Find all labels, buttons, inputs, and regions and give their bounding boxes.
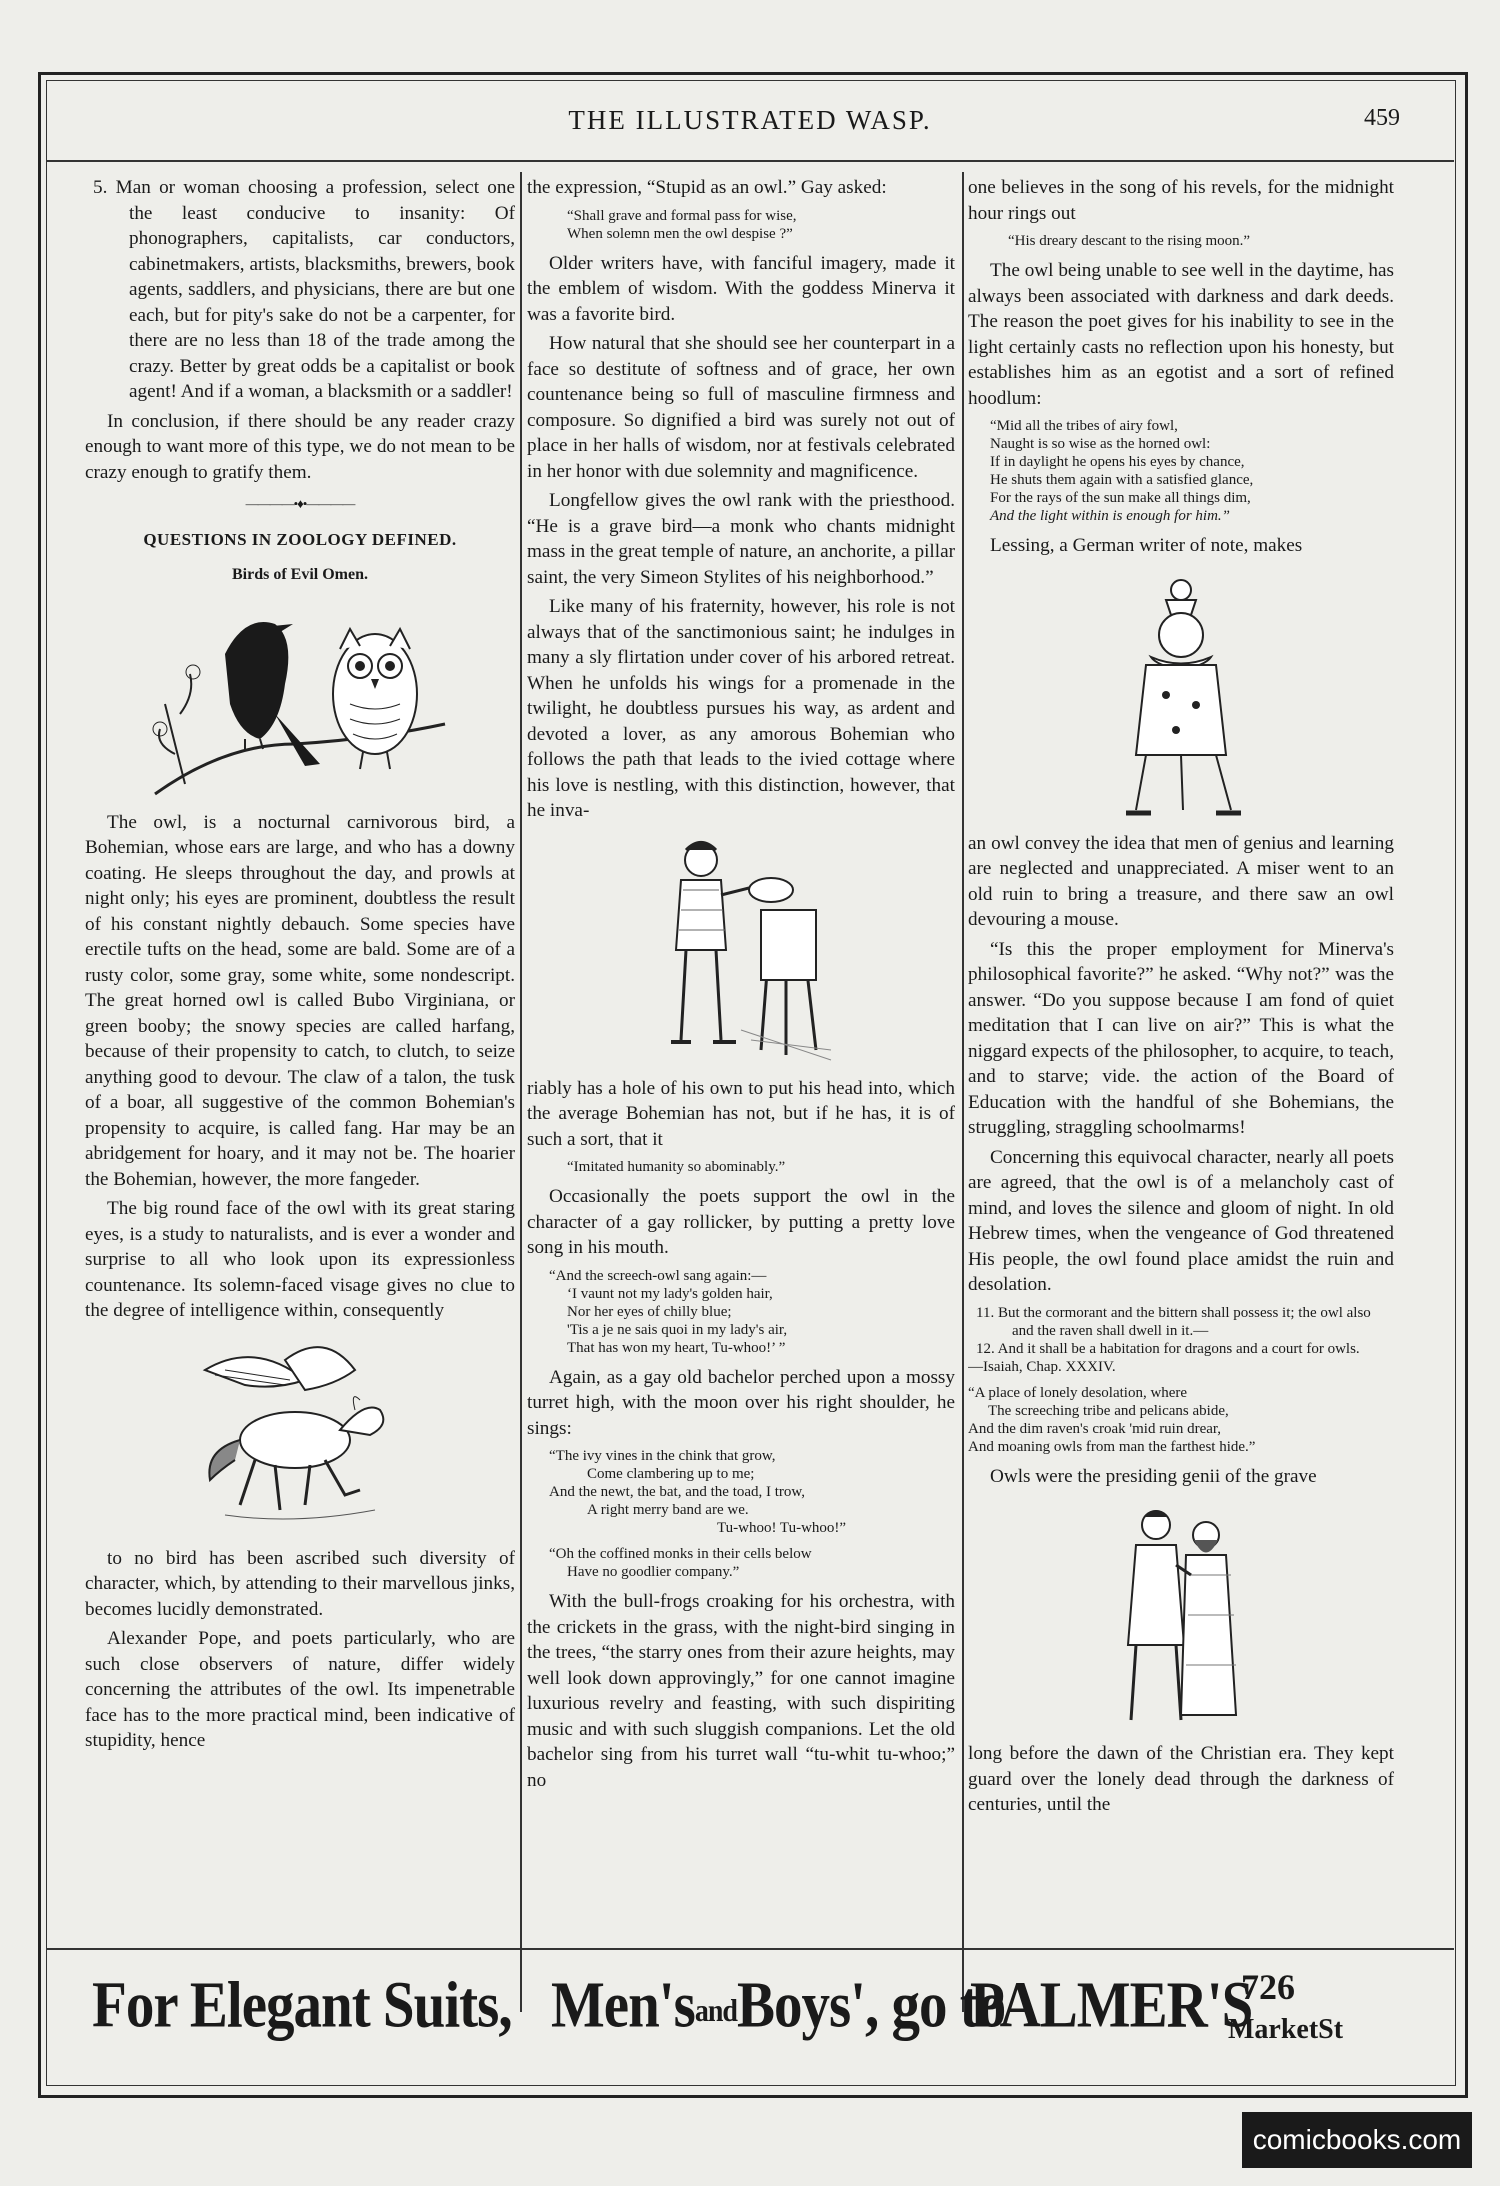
quote-line: “His dreary descant to the rising moon.” bbox=[1008, 233, 1251, 249]
quote-line: The screeching tribe and pelicans abide, bbox=[988, 1402, 1229, 1419]
quote-line: And the light within is enough for him.” bbox=[990, 508, 1231, 524]
paragraph: Owls were the presiding genii of the grave bbox=[990, 1465, 1317, 1487]
quote-line: Come clambering up to me; bbox=[587, 1466, 755, 1482]
quote-line: When solemn men the owl despise ?” bbox=[567, 225, 793, 242]
quote-line: “And the screech-owl sang again:— bbox=[549, 1267, 767, 1284]
scripture-verses bbox=[968, 1304, 1394, 1376]
paragraph: Older writers have, with fanciful imagery, made it the emblem of wisdom. With the goddess Minerva it was a favorite bird. bbox=[527, 252, 955, 325]
paragraph: In conclusion, if there should be any reader crazy enough to want more of this type, we do not mean to be crazy enough to gratify them. bbox=[85, 410, 515, 483]
crow-and-owl-illustration bbox=[145, 594, 455, 804]
quote-line: “The ivy vines in the chink that grow, bbox=[549, 1448, 776, 1464]
quote-line: ‘I vaunt not my lady's golden hair, bbox=[567, 1285, 773, 1302]
quote-lonely-desolation bbox=[968, 1384, 1394, 1456]
quote-ivy-vines bbox=[527, 1447, 955, 1537]
paragraph: The owl being unable to see well in the daytime, has always been associated with darkness and dark deeds. The reason the poet gives for his inability to see in the light certainly casts no reflection upon his honesty, but establishes him as an egotist and a sort of refined hoodlum: bbox=[968, 260, 1394, 409]
ad-text-suits: For Elegant Suits, bbox=[92, 1969, 512, 2042]
paragraph: The big round face of the owl with its great staring eyes, is a study to naturalists, and is ever a wonder and surprise to all who look upon its expressionless countenance. Its solemn-faced visage gives no clue to the degree of intelligence within, consequently bbox=[85, 1198, 515, 1321]
quote-coffined-monks bbox=[527, 1545, 955, 1581]
quote-line: “Oh the coffined monks in their cells below bbox=[549, 1546, 812, 1562]
column-rule-2 bbox=[962, 172, 964, 2012]
quote-line: “Mid all the tribes of airy fowl, bbox=[990, 418, 1178, 434]
paragraph: The owl, is a nocturnal carnivorous bird, a Bohemian, whose ears are large, and who has a downy coating. He sleeps throughout the day, and prowls at night only; his eyes are prominent, doubtless the result of his constant nightly debauch. Some species have erectile tufts on the head, some are bald. Some are of a rusty color, some gray, some white, some nondescript. The great horned owl is called Bubo Virginiana, or green booby; the snowy species are called harfang, because of their propensity to catch, to clutch, to seize anything good to devour. The claw of a talon, the tusk of a boar, all suggestive of the common Bohemian's propensity to acquire, is called fang. Har may be an abridgement for hoary, and it may not be. The hoarier the Bohemian, however, the more fangeder. bbox=[85, 811, 515, 1190]
quote-horned-owl bbox=[968, 417, 1394, 525]
quote-line: And moaning owls from man the farthest hide.” bbox=[968, 1438, 1256, 1455]
quote-line: Nor her eyes of chilly blue; bbox=[567, 1303, 732, 1320]
page-title: THE ILLUSTRATED WASP. bbox=[568, 105, 932, 135]
paragraph: one believes in the song of his revels, for the midnight hour rings out bbox=[968, 177, 1394, 224]
paragraph: Lessing, a German writer of note, makes bbox=[990, 535, 1303, 556]
list-item-5: 5. Man or woman choosing a profession, select one the least conducive to insanity: Of phonographers, capitalists, car conductors, cabinetmakers, artists, blacksmiths, brewers, book agents, saddlers, and physicians, there are but one each, but for pity's sake do not be a carpenter, for there are no less than 18 of the trade among the crazy. Better by great odds be a capitalist or book agent! And if a woman, a blacksmith or a saddler! bbox=[93, 177, 515, 402]
subheading: Birds of Evil Omen. bbox=[231, 566, 368, 583]
paragraph: “Is this the proper employment for Minerva's philosophical favorite?” he asked. “Why not?” was the answer. “Do you suppose because I am fond of quiet meditation that I can live on air?” This is what the niggard expects of the philosopher, to acquire, to teach, and to starve; vide. the action of the Board of Education with the handful of she Bohemians, the struggling, straggling schoolmarms! bbox=[968, 938, 1394, 1138]
quote-line: If in daylight he opens his eyes by chance, bbox=[990, 454, 1245, 470]
quote-screech-owl bbox=[527, 1267, 955, 1357]
quote-line: A right merry band are we. bbox=[587, 1502, 749, 1518]
ad-text-mens-boys bbox=[551, 1968, 1005, 2043]
advertisement-banner bbox=[46, 1968, 1454, 2078]
paragraph: Longfellow gives the owl rank with the priesthood. “He is a grave bird—a monk who chants midnight mass in the great temple of nature, an anchorite, a pillar saint, the very Simeon Stylites of his neighborhood.” bbox=[527, 490, 955, 588]
paragraph: long before the dawn of the Christian era. They kept guard over the lonely dead through the darkness of centuries, until the bbox=[968, 1743, 1394, 1815]
watermark: comicbooks.com bbox=[1242, 2112, 1472, 2168]
quote-gay bbox=[527, 207, 955, 243]
section-heading: QUESTIONS IN ZOOLOGY DEFINED. bbox=[143, 529, 457, 549]
couple-illustration bbox=[1106, 1495, 1256, 1735]
quote-line: And the dim raven's croak 'mid ruin drear, bbox=[968, 1420, 1222, 1437]
paragraph: an owl convey the idea that men of genius and learning are neglected and unappreciated. A miser went to an old ruin to bring a treasure, and there saw an owl devouring a mouse. bbox=[968, 832, 1394, 930]
ad-and: and bbox=[694, 1993, 737, 2029]
ad-text-palmers: PALMER'S bbox=[970, 1969, 1253, 2042]
painter-at-easel-illustration bbox=[641, 830, 841, 1070]
clown-illustration bbox=[1091, 565, 1271, 825]
quote-line: “Shall grave and formal pass for wise, bbox=[567, 207, 797, 224]
column-1 bbox=[85, 175, 515, 1930]
paragraph: With the bull-frogs croaking for his orchestra, with the crickets in the grass, with the night-bird singing in the trees, “the starry ones from their azure heights, may well look down approvingly,” for one cannot imagine luxurious revelry and feasting, with such dispiriting music and with such sluggish companions. Let the old bachelor sing from his turret wall “tu-whit tu-whoo;” no bbox=[527, 1591, 955, 1791]
ad-boys: Boys', go to bbox=[736, 1969, 1006, 2042]
quote-line: For the rays of the sun make all things dim, bbox=[990, 490, 1251, 506]
quote-line: “Imitated humanity so abominably.” bbox=[567, 1159, 786, 1175]
verse: 12. And it shall be a habitation for dragons and a court for owls. bbox=[976, 1340, 1360, 1357]
quote-line: And the newt, the bat, and the toad, I trow, bbox=[549, 1484, 806, 1500]
column-3 bbox=[968, 175, 1394, 1930]
ad-mens: Men's bbox=[551, 1969, 695, 2042]
paragraph: Again, as a gay old bachelor perched upon a mossy turret high, with the moon over his right shoulder, he sings: bbox=[527, 1366, 955, 1439]
paragraph: riably has a hole of his own to put his head into, which the average Bohemian has not, but if he has, it is of such a sort, that it bbox=[527, 1077, 955, 1150]
ad-street-number: 726 bbox=[1241, 1967, 1295, 2007]
paragraph: Alexander Pope, and poets particularly, who are such close observers of nature, differ widely concerning the attributes of the owl. Its impenetrable face has to the more practical mind, been indicative of stupidity, hence bbox=[85, 1628, 515, 1751]
winged-horse-illustration bbox=[185, 1330, 415, 1540]
column-rule-1 bbox=[520, 172, 522, 2012]
header-rule bbox=[46, 160, 1454, 162]
page-header bbox=[60, 105, 1440, 145]
paragraph: Like many of his fraternity, however, his role is not always that of the sanctimonious saint; he indulges in many a sly flirtation under cover of his arbored retreat. When he unfolds his wings for a promenade in the twilight, he doubtless pursues his way, as ardent and devoted a lover, as any amorous Bohemian who follows the path that leads to the ivied cottage where his love is nestling, with this distinction, however, that he inva- bbox=[527, 596, 955, 821]
quote-line: Tu-whoo! Tu-whoo!” bbox=[717, 1520, 847, 1536]
quote-dreary-descant bbox=[968, 232, 1394, 250]
column-2 bbox=[527, 175, 955, 1930]
verse: 11. But the cormorant and the bittern shall possess it; the owl also and the raven shall dwell in it.— bbox=[976, 1304, 1371, 1339]
page-number: 459 bbox=[1364, 105, 1400, 131]
paragraph: How natural that she should see her counterpart in a face so destitute of softness and of grace, her own countenance being so full of masculine firmness and composure. So dignified a bird was surely not out of place in her halls of wisdom, nor at festivals celebrated in her honor with due solemnity and magnificence. bbox=[527, 333, 955, 482]
paragraph: Concerning this equivocal character, nearly all poets are agreed, that the owl is of a melancholy cast of mind, and loves the silence and gloom of night. In old Hebrew times, when the vengeance of God threatened His people, the owl found place amidst the ruin and desolation. bbox=[968, 1146, 1394, 1295]
quote-line: He shuts them again with a satisfied glance, bbox=[990, 472, 1254, 488]
ad-rule bbox=[46, 1948, 1454, 1950]
quote-line: Naught is so wise as the horned owl: bbox=[990, 436, 1211, 452]
paragraph: Occasionally the poets support the owl in the character of a gay rollicker, by putting a pretty love song in his mouth. bbox=[527, 1186, 955, 1258]
quote-line: Have no goodlier company.” bbox=[567, 1564, 740, 1580]
paragraph: the expression, “Stupid as an owl.” Gay asked: bbox=[527, 177, 887, 198]
quote-line: 'Tis a je ne sais quoi in my lady's air, bbox=[567, 1321, 788, 1338]
verse-source: —Isaiah, Chap. XXXIV. bbox=[968, 1358, 1116, 1375]
quote-line: That has won my heart, Tu-whoo!’ ” bbox=[567, 1339, 786, 1356]
ad-street-name: MarketSt bbox=[1228, 2014, 1344, 2045]
ornament-divider: ————•♦•———— bbox=[245, 496, 355, 511]
quote-imitated bbox=[527, 1158, 955, 1176]
paragraph: to no bird has been ascribed such diversity of character, which, by attending to their marvellous jinks, becomes lucidly demonstrated. bbox=[85, 1547, 515, 1620]
quote-line: “A place of lonely desolation, where bbox=[968, 1384, 1188, 1401]
